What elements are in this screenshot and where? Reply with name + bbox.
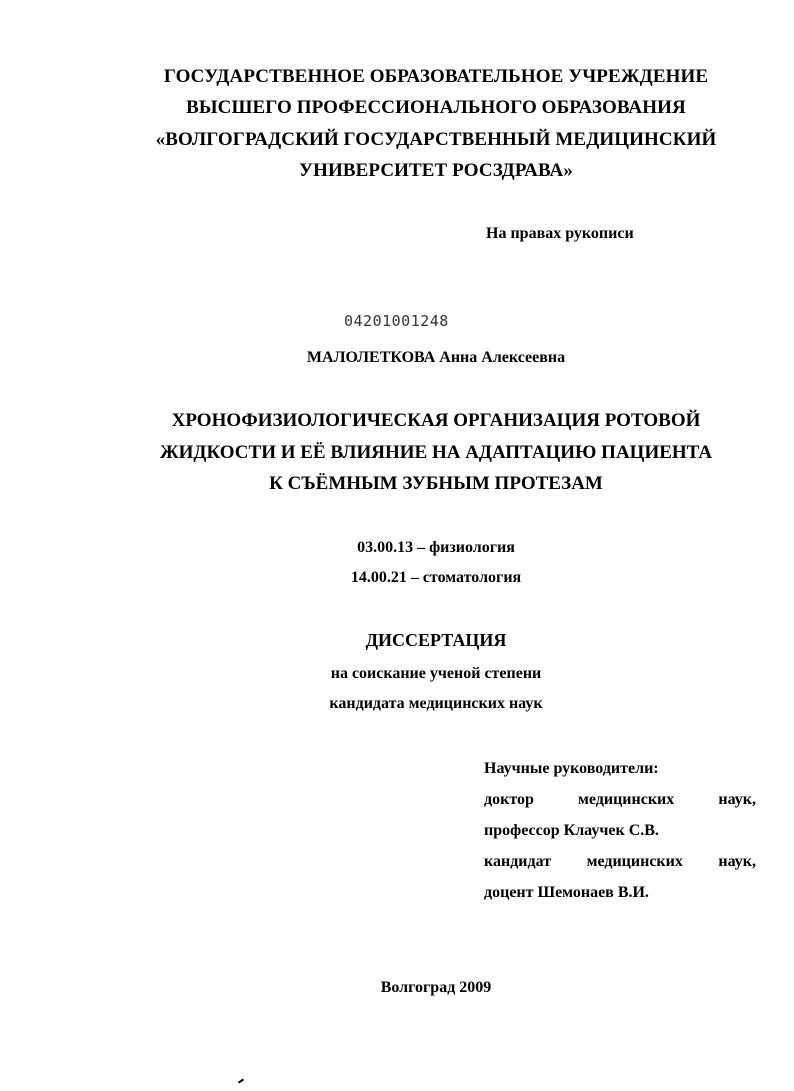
institution-line-1: ГОСУДАРСТВЕННОЕ ОБРАЗОВАТЕЛЬНОЕ УЧРЕЖДЕНИЕ [163, 66, 709, 87]
registration-number: 04201001248 [344, 312, 449, 330]
supervisor-1-name: профессор Клаучек С.В. [484, 822, 659, 839]
title-line-3: К СЪЁМНЫМ ЗУБНЫМ ПРОТЕЗАМ [269, 473, 603, 494]
supervisor-2-degree-word-2: медицинских [586, 853, 683, 870]
supervisors-heading: Научные руководители: [484, 760, 659, 777]
city-year: Волгоград 2009 [380, 979, 492, 996]
institution-line-4: УНИВЕРСИТЕТ РОСЗДРАВА» [299, 160, 573, 181]
author-name: МАЛОЛЕТКОВА Анна Алексеевна [306, 349, 566, 366]
degree-line-1: на соискание ученой степени [330, 665, 542, 682]
specialty-stomatology: 14.00.21 – стоматология [350, 569, 522, 586]
specialty-physiology: 03.00.13 – физиология [357, 539, 515, 556]
manuscript-note: На правах рукописи [486, 225, 634, 242]
degree-line-2: кандидата медицинских наук [329, 695, 543, 712]
supervisor-2-degree-word-3: наук, [718, 853, 756, 870]
supervisor-1-degree-word-1: доктор [484, 791, 534, 808]
institution-line-2: ВЫСШЕГО ПРОФЕССИОНАЛЬНОГО ОБРАЗОВАНИЯ [186, 97, 686, 118]
title-line-2: ЖИДКОСТИ И ЕЁ ВЛИЯНИЕ НА АДАПТАЦИЮ ПАЦИЕНТА [159, 442, 713, 463]
scan-mark [238, 1078, 244, 1083]
supervisor-2-degree [484, 853, 756, 871]
supervisor-1-degree-word-2: медицинских [577, 791, 675, 808]
supervisor-2-degree-word-1: кандидат [484, 853, 552, 870]
institution-line-3: «ВОЛГОГРАДСКИЙ ГОСУДАРСТВЕННЫЙ МЕДИЦИНСКИЙ [155, 129, 717, 150]
title-line-1: ХРОНОФИЗИОЛОГИЧЕСКАЯ ОРГАНИЗАЦИЯ РОТОВОЙ [171, 410, 701, 431]
supervisor-1-degree-word-3: наук, [718, 791, 756, 808]
supervisor-2-name: доцент Шемонаев В.И. [484, 884, 649, 901]
supervisor-1-degree [484, 791, 756, 809]
dissertation-heading: ДИССЕРТАЦИЯ [365, 630, 507, 650]
